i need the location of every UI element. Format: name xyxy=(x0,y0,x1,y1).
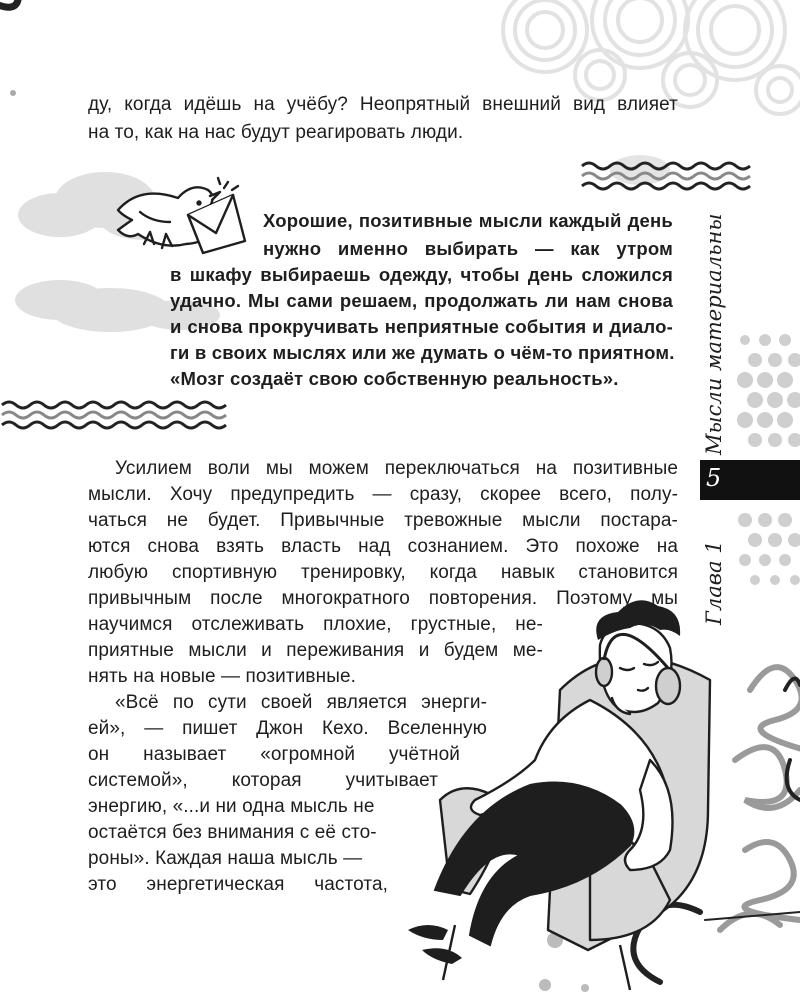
text-line: остаётся без внимания с её сто- xyxy=(88,822,377,843)
side-header xyxy=(700,0,800,1000)
text-line: это энергетическая частота, xyxy=(88,874,388,895)
page-number: 5 xyxy=(706,464,722,492)
text-line: привычным после многократного повторения. Поэтому мы xyxy=(88,588,678,609)
chapter-label: Глава 1 xyxy=(702,540,726,625)
text-line: энергию, «...и ни одна мысль не xyxy=(88,796,375,817)
text-line: Усилием воли мы можем переключаться на позитивные xyxy=(115,458,678,479)
text-line: мысли. Хочу предупредить — сразу, скорее всего, полу- xyxy=(88,484,678,505)
text-line: любую спортивную тренировку, когда навык становится xyxy=(88,562,678,583)
text-line: ей», — пишет Джон Кехо. Вселенную xyxy=(88,718,487,739)
text-line: на то, как на нас будут реагировать люди. xyxy=(88,122,464,143)
callout-line: и снова прокручивать неприятные события и диало- xyxy=(170,316,673,337)
text-line: ду, когда идёшь на учёбу? Неопрятный внешний вид влияет xyxy=(88,94,678,115)
text-line: системой», которая учитывает xyxy=(88,770,438,791)
callout-line: нужно именно выбирать — как утром xyxy=(263,238,673,259)
text-line: «Всё по сути своей является энерги- xyxy=(115,692,487,713)
chapter-title: Мысли материальны xyxy=(702,213,726,455)
text-line: нять на новые — позитивные. xyxy=(88,666,357,687)
text-line: он называет «огромной учётной xyxy=(88,744,460,765)
text-line: научимся отслеживать плохие, грустные, не- xyxy=(88,614,543,635)
callout-line: ги в своих мыслях или же думать о чём-то приятном. xyxy=(170,342,675,363)
callout-line: в шкафу выбираешь одежду, чтобы день сложился xyxy=(170,264,673,285)
text-line: роны». Каждая наша мысль — xyxy=(88,848,363,869)
callout-line: удачно. Мы сами решаем, продолжать ли нам снова xyxy=(170,290,673,311)
page-number-tab xyxy=(700,460,800,500)
callout-line: «Мозг создаёт свою собственную реальность». xyxy=(170,368,619,389)
text-line: ются снова взять власть над сознанием. Это похоже на xyxy=(88,536,678,557)
text-line: чаться не будет. Привычные тревожные мысли постара- xyxy=(88,510,678,531)
callout-line: Хорошие, позитивные мысли каждый день xyxy=(263,210,673,231)
text-line: приятные мысли и переживания и будем ме- xyxy=(88,640,543,661)
